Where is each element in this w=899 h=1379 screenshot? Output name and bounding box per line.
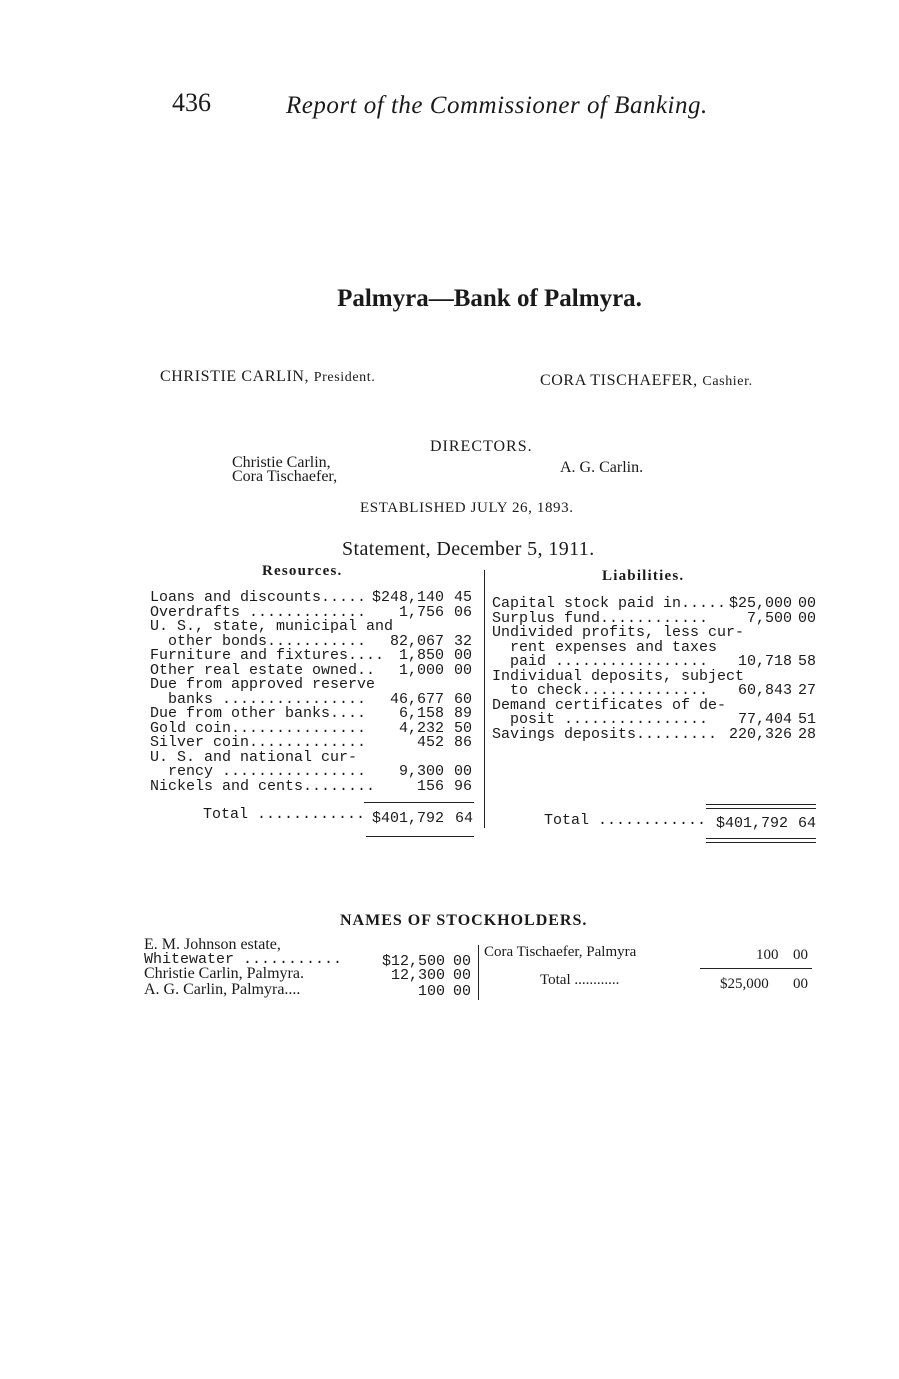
ledger-amount: 82,067 bbox=[389, 632, 444, 650]
ledger-label: Surplus fund............ bbox=[492, 609, 709, 627]
ledger-amount: 156 bbox=[416, 777, 444, 795]
cashier-title: Cashier. bbox=[702, 374, 753, 389]
resources-total-label: Total ............ bbox=[203, 806, 366, 823]
bank-title: Palmyra—Bank of Palmyra. bbox=[337, 285, 642, 312]
directors-heading: DIRECTORS. bbox=[430, 438, 533, 455]
liabilities-total-double-rule bbox=[706, 838, 816, 839]
stockholder-name: E. M. Johnson estate, bbox=[144, 936, 281, 953]
ledger-amount: 1,000 bbox=[398, 661, 444, 679]
stockholder-cents: 00 bbox=[453, 953, 472, 970]
ledger-cents: 58 bbox=[798, 653, 817, 670]
ledger-label: Demand certificates of de- bbox=[492, 696, 727, 714]
ledger-label: Capital stock paid in..... bbox=[492, 595, 727, 612]
ledger-amount: 6,158 bbox=[398, 705, 444, 722]
stockholder-name: Cora Tischaefer, Palmyra bbox=[484, 944, 637, 960]
ledger-label: Loans and discounts..... bbox=[150, 589, 367, 606]
resources-total-double-rule bbox=[366, 836, 474, 837]
ledger-label: rency ................ bbox=[150, 763, 367, 780]
ledger-amount: 7,500 bbox=[746, 609, 792, 627]
ledger-label: Individual deposits, subject bbox=[492, 667, 745, 685]
ledger-label: Due from other banks.... bbox=[150, 705, 367, 722]
ledger-cents: 00 bbox=[454, 763, 473, 780]
ledger-row bbox=[492, 725, 822, 743]
ledger-label: Silver coin............. bbox=[150, 734, 367, 751]
liabilities-total-label: Total ............ bbox=[544, 812, 707, 829]
ledger-cents: 32 bbox=[454, 632, 473, 650]
ledger-cents: 50 bbox=[454, 719, 473, 737]
ledger-cents: 28 bbox=[798, 725, 817, 743]
stockholder-name: Whitewater ........... bbox=[144, 951, 343, 968]
ledger-label: Other real estate owned.. bbox=[150, 661, 376, 679]
liabilities-total-rule bbox=[706, 808, 816, 809]
ledger-label: Furniture and fixtures.... bbox=[150, 647, 385, 664]
ledger-amount: $248,140 bbox=[371, 589, 444, 606]
resources-table bbox=[150, 591, 480, 794]
ledger-amount: 1,756 bbox=[398, 603, 444, 621]
ledger-label: Nickels and cents........ bbox=[150, 777, 376, 795]
resources-heading: Resources. bbox=[262, 563, 343, 579]
ledger-amount: 220,326 bbox=[728, 725, 792, 743]
ledger-label: Savings deposits......... bbox=[492, 725, 718, 743]
ledger-amount: 9,300 bbox=[398, 763, 444, 780]
ledger-amount: 1,850 bbox=[398, 647, 444, 664]
ledger-label: U. S. and national cur- bbox=[150, 748, 358, 766]
resources-total-rule bbox=[364, 802, 474, 803]
ledger-cents: 60 bbox=[454, 690, 473, 708]
liabilities-table bbox=[492, 597, 822, 742]
liabilities-total-amount: $401,792 bbox=[716, 815, 789, 832]
ledger-cents: 06 bbox=[454, 603, 473, 621]
ledger-cents: 00 bbox=[798, 595, 817, 612]
stockholder-amount: 100 bbox=[756, 947, 779, 963]
ledger-label: rent expenses and taxes bbox=[492, 638, 718, 656]
ledger-cents: 00 bbox=[454, 661, 473, 679]
ledger-amount: 77,404 bbox=[737, 711, 792, 728]
cashier-name: CORA TISCHAEFER, bbox=[540, 372, 698, 389]
director-name: Cora Tischaefer, bbox=[232, 468, 338, 485]
liabilities-total-cents: 64 bbox=[798, 815, 817, 832]
ledger-cents: 00 bbox=[454, 647, 473, 664]
stockholder-cents: 00 bbox=[453, 983, 472, 1000]
stockholder-name: Christie Carlin, Palmyra. bbox=[144, 965, 304, 982]
stockholder-amount: 12,300 bbox=[391, 967, 446, 984]
stockholders-total-rule bbox=[700, 968, 812, 969]
ledger-amount: 10,718 bbox=[737, 653, 792, 670]
liabilities-heading: Liabilities. bbox=[602, 568, 685, 584]
established-date: ESTABLISHED JULY 26, 1893. bbox=[360, 500, 574, 516]
ledger-label: U. S., state, municipal and bbox=[150, 618, 394, 635]
stockholders-total-amount: $25,000 bbox=[720, 976, 769, 992]
ledger-cents: 86 bbox=[454, 734, 473, 751]
president-line bbox=[160, 368, 375, 386]
ledger-amount: 452 bbox=[416, 734, 444, 751]
liabilities-total-rule bbox=[706, 804, 816, 805]
ledger-cents: 00 bbox=[798, 609, 817, 627]
ledger-label: Undivided profits, less cur- bbox=[492, 624, 745, 641]
stockholders-total-label: Total ............ bbox=[540, 972, 620, 988]
stockholder-name: A. G. Carlin, Palmyra.... bbox=[144, 981, 301, 998]
resources-total-amount: $401,792 bbox=[372, 810, 445, 827]
director-name: Christie Carlin, bbox=[232, 454, 331, 471]
running-title: Report of the Commissioner of Banking. bbox=[286, 92, 708, 119]
stockholder-amount: 100 bbox=[418, 983, 446, 1000]
liabilities-total-double-rule bbox=[706, 842, 816, 843]
director-name: A. G. Carlin. bbox=[560, 459, 644, 476]
resources-total-cents: 64 bbox=[455, 810, 474, 827]
ledger-label: other bonds........... bbox=[150, 632, 367, 650]
cashier-line bbox=[540, 372, 753, 390]
ledger-label: Overdrafts ............. bbox=[150, 603, 367, 621]
ledger-cents: 51 bbox=[798, 711, 817, 728]
president-name: CHRISTIE CARLIN, bbox=[160, 368, 310, 385]
ledger-label: posit ................ bbox=[492, 711, 709, 728]
ledger-label: Due from approved reserve bbox=[150, 676, 376, 693]
ledger-cents: 45 bbox=[454, 589, 473, 606]
stockholders-heading: NAMES OF STOCKHOLDERS. bbox=[340, 912, 588, 929]
president-title: President. bbox=[313, 370, 376, 385]
stockholder-cents: 00 bbox=[453, 967, 472, 984]
ledger-amount: 60,843 bbox=[737, 682, 792, 699]
ledger-amount: 46,677 bbox=[389, 690, 444, 708]
statement-heading: Statement, December 5, 1911. bbox=[342, 538, 595, 560]
ledger-label: to check.............. bbox=[492, 682, 709, 699]
stockholder-cents: 00 bbox=[793, 947, 808, 963]
stockholders-total-cents: 00 bbox=[793, 976, 808, 992]
page-number: 436 bbox=[172, 88, 211, 117]
ledger-label: paid ................. bbox=[492, 653, 709, 670]
stockholder-divider bbox=[478, 945, 479, 1000]
ledger-label: banks ................ bbox=[150, 690, 367, 708]
ledger-cents: 89 bbox=[454, 705, 473, 722]
stockholder-amount: $12,500 bbox=[382, 953, 446, 970]
column-divider bbox=[484, 570, 485, 828]
ledger-amount: 4,232 bbox=[398, 719, 444, 737]
ledger-label: Gold coin............... bbox=[150, 719, 367, 737]
ledger-row bbox=[150, 777, 480, 795]
ledger-amount: $25,000 bbox=[728, 595, 792, 612]
ledger-cents: 96 bbox=[454, 777, 473, 795]
ledger-cents: 27 bbox=[798, 682, 817, 699]
